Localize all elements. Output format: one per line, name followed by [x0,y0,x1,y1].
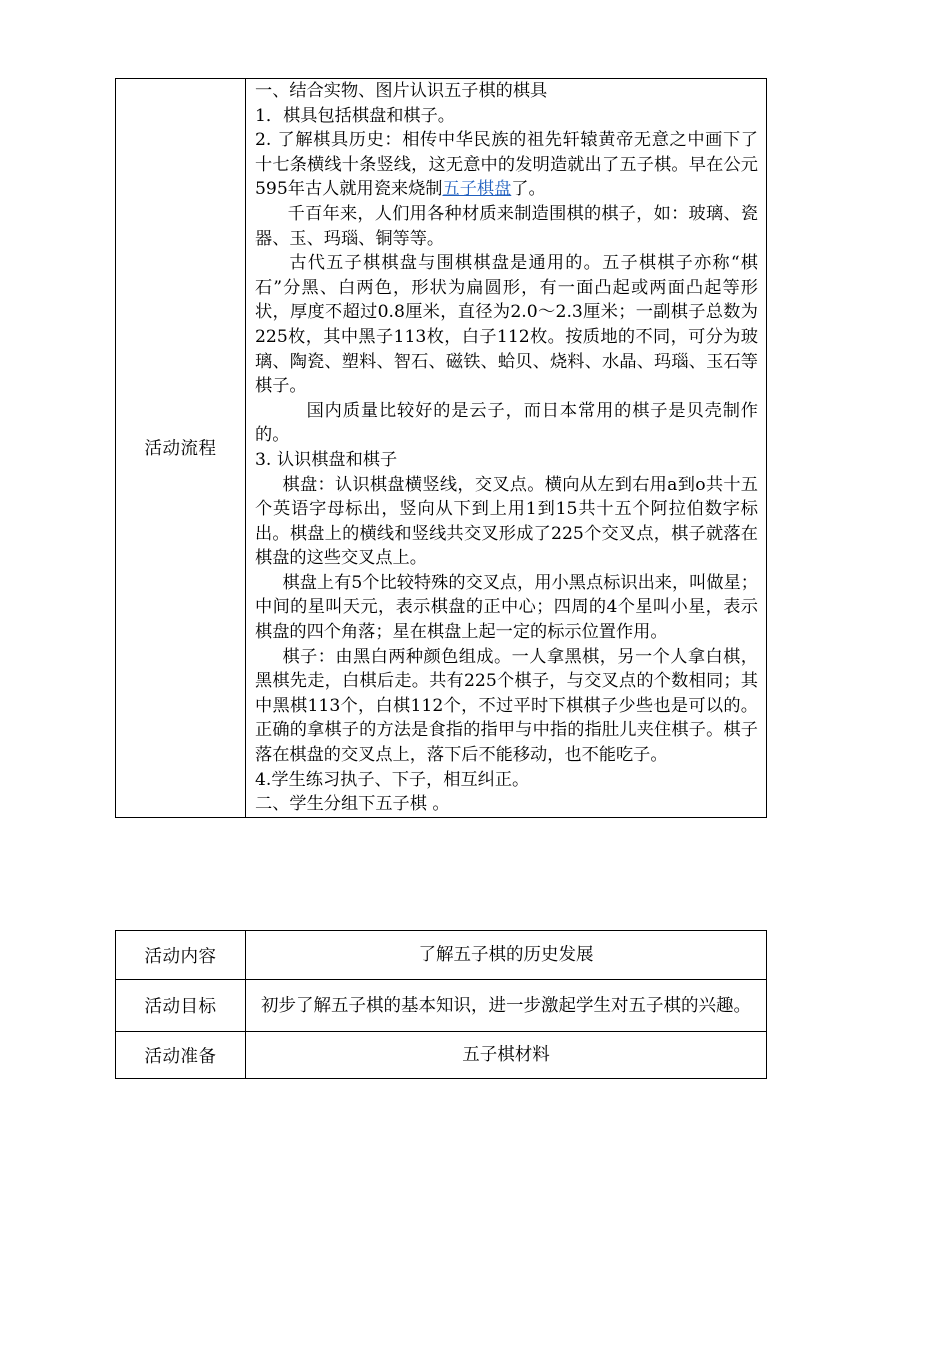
activity-flow-label: 活动流程 [116,79,246,818]
flow-paragraph-ancient-board: 古代五子棋棋盘与围棋棋盘是通用的。五子棋棋子亦称“棋石”分黑、白两色，形状为扁圆形，有一面凸起或两面凸起等形状，厚度不超过0.8厘米，直径为2.0～2.3厘米；一副棋子总数为225枚，其中黑子113枚，白子112枚。按质地的不同，可分为玻璃、陶瓷、塑料、智石、磁铁、蛤贝、烧料、水晶、玛瑙、玉石等棋子。 [255,253,758,397]
flow-item-2 [255,128,758,202]
flow-paragraph-materials: 千百年来，人们用各种材质来制造围棋的棋子，如：玻璃、瓷器、玉、玛瑙、铜等等。 [255,203,758,249]
flow-paragraph-stones: 棋子：由黑白两种颜色组成。一人拿黑棋，另一个人拿白棋，黑棋先走，白棋后走。共有225个棋子，与交叉点的个数相同；其中黑棋113个，白棋112个，不过平时下棋棋子少些也是可以的。正确的拿棋子的方法是食指的指甲与中指的指肚儿夹住棋子。棋子落在棋盘的交叉点上，落下后不能移动，也不能吃子。 [255,646,758,766]
activity-prep-value: 五子棋材料 [246,1032,767,1079]
activity-prep-label: 活动准备 [116,1032,246,1079]
gomoku-board-link[interactable]: 五子棋盘 [442,179,512,200]
flow-paragraph-quality: 国内质量比较好的是云子，而日本常用的棋子是贝壳制作的。 [255,400,758,446]
activity-content-value: 了解五子棋的历史发展 [246,931,767,980]
activity-info-table [115,930,767,1079]
activity-content-label: 活动内容 [116,931,246,980]
flow-paragraph-board: 棋盘：认识棋盘横竖线，交叉点。横向从左到右用a到o共十五个英语字母标出，竖向从下到上用1到15共十五个阿拉伯数字标出。棋盘上的横线和竖线共交叉形成了225个交叉点，棋子就落在棋盘的这些交叉点上。 [255,474,758,569]
flow-section-heading-1: 一、结合实物、图片认识五子棋的棋具 [255,81,548,101]
flow-item-2-tail: 了。 [511,179,546,200]
flow-item-1: 1．棋具包括棋盘和棋子。 [255,105,455,126]
activity-flow-table [115,78,767,818]
activity-flow-row [116,79,767,818]
activity-goal-value: 初步了解五子棋的基本知识，进一步激起学生对五子棋的兴趣。 [246,980,767,1032]
activity-goal-row [116,980,767,1032]
activity-goal-label: 活动目标 [116,980,246,1032]
flow-section-heading-2: 二、学生分组下五子棋 。 [255,794,450,815]
activity-content-row [116,931,767,980]
flow-item-3: 3. 认识棋盘和棋子 [255,449,398,470]
activity-flow-content [246,79,767,818]
flow-item-2-text: 2. 了解棋具历史：相传中华民族的祖先轩辕黄帝无意之中画下了十七条横线十条竖线，这无意中的发明造就出了五子棋。早在公元595年古人就用瓷来烧制 [255,130,758,200]
flow-paragraph-stars: 棋盘上有5个比较特殊的交叉点，用小黑点标识出来，叫做星；中间的星叫天元，表示棋盘的正中心；四周的4个星叫小星，表示棋盘的四个角落；星在棋盘上起一定的标示位置作用。 [255,572,758,643]
activity-prep-row [116,1032,767,1079]
flow-item-4: 4.学生练习执子、下子，相互纠正。 [255,769,530,790]
